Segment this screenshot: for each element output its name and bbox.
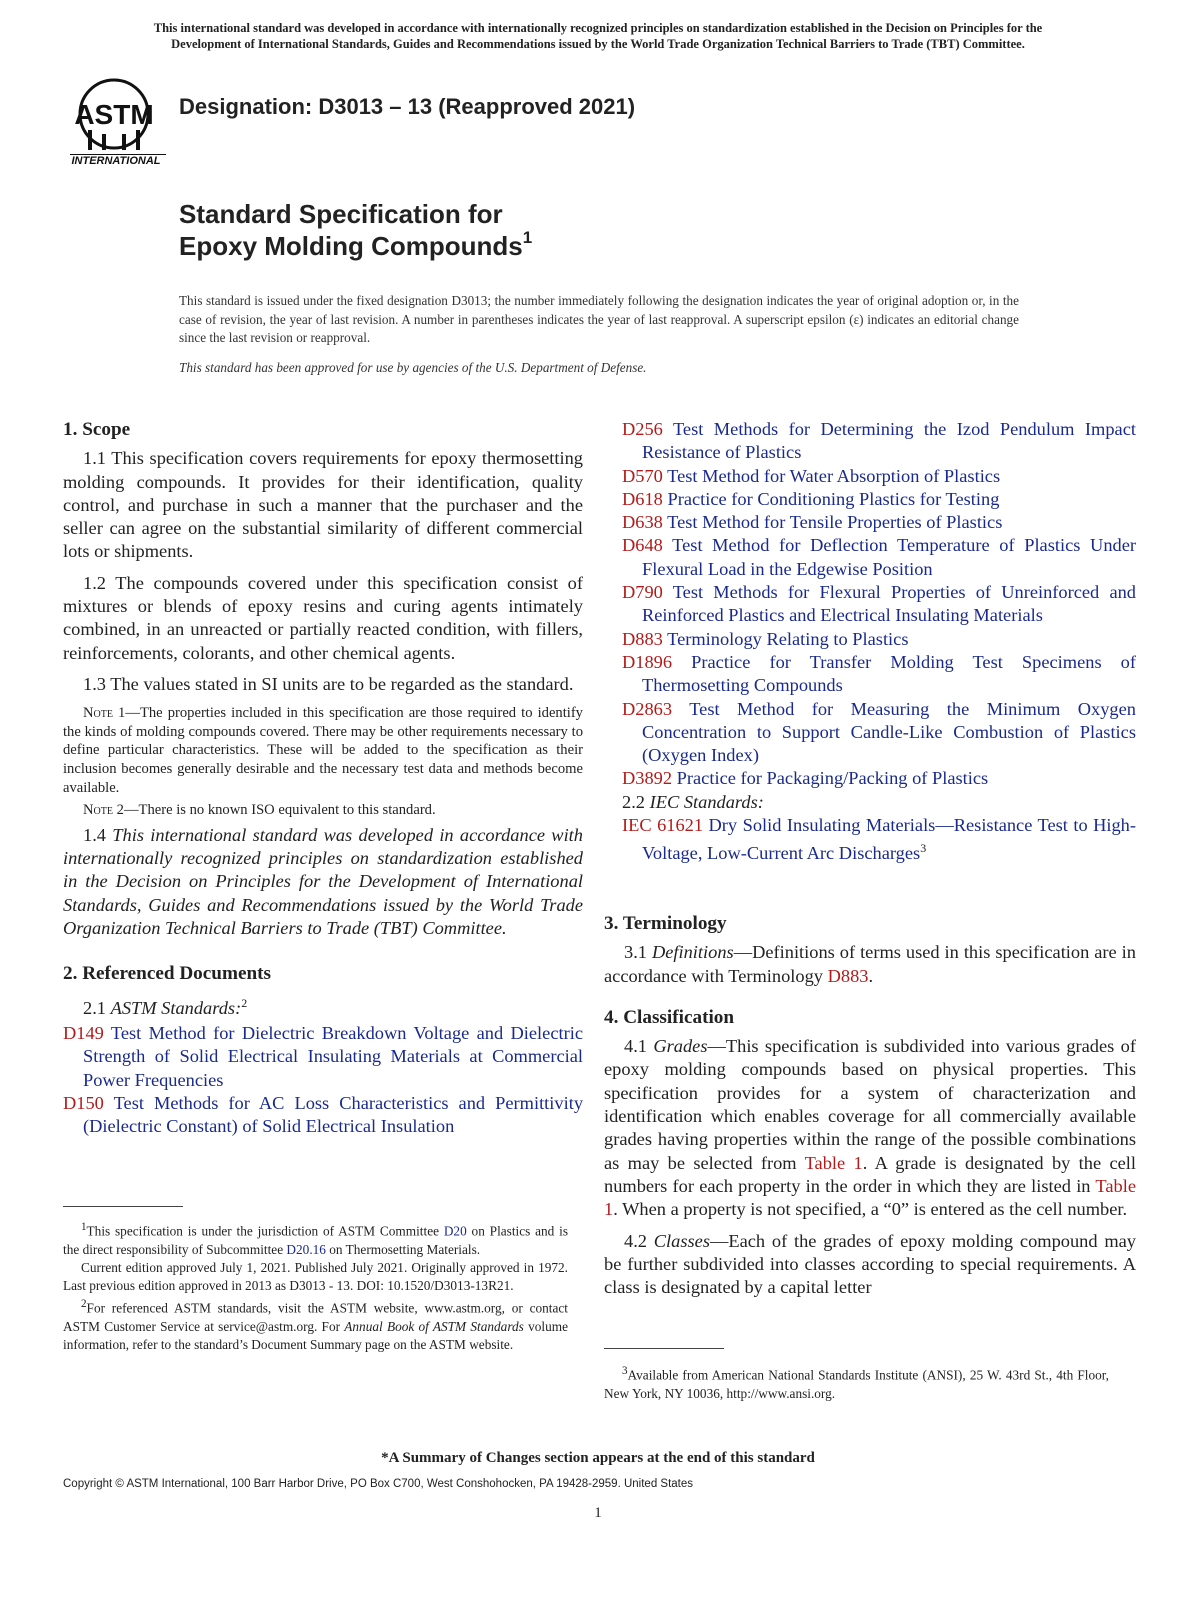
ref-item[interactable]: D570 Test Method for Water Absorption of Plastics [622,465,1001,486]
ref-item[interactable]: D883 Terminology Relating to Plastics [622,628,909,649]
ref-item[interactable]: D790 Test Methods for Flexural Properties of Unreinforced and Reinforced Plastics and Electrical Insulating Materials [622,582,1136,626]
page-number: 1 [594,1505,602,1521]
terminology-heading: 3. Terminology [604,913,727,934]
classification-heading: 4. Classification [604,1006,735,1028]
astm-logo [66,78,170,168]
designation: Designation: D3013 – 13 (Reapproved 2021) [179,94,636,119]
logo-text: ASTM [74,99,154,130]
footnote-rule-right [604,1348,724,1349]
ref-item[interactable]: D3892 Practice for Packaging/Packing of Plastics [622,768,989,789]
note-2-label: Note 2 [83,802,124,819]
footnotes-right [604,1362,1109,1403]
scope-p4-num: 1.4 [83,824,113,845]
note-2-text: —There is no known ISO equivalent to this standard. [123,802,436,819]
ref-item[interactable]: D1896 Practice for Transfer Molding Test Specimens of Thermosetting Compounds [622,651,1137,696]
top-notice-line1: This international standard was developed in accordance with internationally recognized principles on standardization established in the Decision on Principles for the [153,21,1043,35]
note-1-label: Note 1 [83,705,126,722]
footnote-edition: Current edition approved July 1, 2021. Published July 2021. Originally approved in 1972. Last previous edition approved in 2013 as D3013 - 13. DOI: 10.1520/D3013-13R21. [63,1259,568,1294]
terminology-link[interactable]: D883 [827,965,869,986]
table-1-link[interactable]: Table 1 [604,1175,1136,1220]
title-line2: Epoxy Molding Compounds [179,231,523,261]
terminology-p1: 3.1 Definitions—Definitions of terms used in this specification are in accordance with Terminology D883. [604,942,1136,986]
document-title [179,198,532,262]
footnote-2: $^2$For referenced ASTM standards, visit the ASTM website, www.astm.org, or contact ASTM Customer Service at service@astm.org. For Annual Book of ASTM Standards volume information, refer to the standard’s Document Summary page on the ASTM website. [63,1298,568,1353]
table-1-link[interactable]: Table 1 [804,1152,863,1173]
classification-p2: 4.2 Classes—Each of the grades of epoxy molding compound may be further subdivided into classes according to special requirements. A class is designated by a capital letter [604,1230,1136,1298]
scope-p4-text: This international standard was developed in accordance with internationally recognized principles on standardization established in the Decision on Principles for the Development of International Standards, Guides and Recommendations issued by the World Trade Organization Technical Barriers to Trade (TBT) Committee. [63,824,583,939]
footnote-rule-left [63,1206,183,1207]
scope-p2: 1.2 The compounds covered under this specification consist of mixtures or blends of epoxy resins and curing agents intimately combined, in an unreacted or partially reacted condition, with fillers, reinforcements, colorants, and other chemical agents. [63,572,583,663]
ref-item[interactable]: D2863 Test Method for Measuring the Minimum Oxygen Concentration to Support Candle-Like Combustion of Plastics (Oxygen Index) [622,698,1136,766]
note-1-text: —The properties included in this specification are those required to identify the kinds of molding compounds covered. There may be other requirements necessary to define particular characteristics. These will be added to the specification as their inclusion becomes generally desirable and the necessary test data and methods become available. [63,705,583,796]
scope-p3: 1.3 The values stated in SI units are to be regarded as the standard. [83,673,574,694]
issued-statement: This standard is issued under the fixed designation D3013; the number immediately following the designation indicates the year of original adoption or, in the case of revision, the year of last revision. A number in parentheses indicates the year of last reapproval. A superscript epsilon (ε) indicates an editorial change since the last revision or reapproval. [179,293,1019,345]
ref-item[interactable]: D638 Test Method for Tensile Properties of Plastics [622,512,1003,533]
top-notice [40,20,1156,52]
left-column [63,418,583,1139]
ref-item-iec[interactable]: IEC 61621 Dry Solid Insulating Materials—Resistance Test to High-Voltage, Low-Current Arc Discharges$^3$ [622,815,1136,864]
right-column-sections [604,912,1136,1307]
scope-heading: 1. Scope [63,419,131,440]
footnotes-left [63,1218,568,1354]
title-line1: Standard Specification for [179,199,503,229]
logo-subtitle: INTERNATIONAL [71,155,161,167]
ref-item[interactable]: D149 Test Method for Dielectric Breakdown Voltage and Dielectric Strength of Solid Electrical Insulating Materials at Commercial Power Frequencies [63,1023,583,1090]
ref-item[interactable]: D256 Test Methods for Determining the Izod Pendulum Impact Resistance of Plastics [622,419,1136,463]
note-2 [63,801,583,820]
copyright: Copyright © ASTM International, 100 Barr Harbor Drive, PO Box C700, West Conshohocken, PA 19428-2959. United States [63,1478,694,1490]
ref-item[interactable]: D150 Test Methods for AC Loss Characteristics and Permittivity (Dielectric Constant) of Solid Electrical Insulation [63,1092,584,1137]
ref-item[interactable]: D648 Test Method for Deflection Temperature of Plastics Under Flexural Load in the Edgewise Position [622,535,1136,579]
committee-link[interactable]: D20 [443,1223,467,1239]
title-footnote-mark: 1 [522,228,533,247]
subcommittee-link[interactable]: D20.16 [286,1241,326,1257]
footnote-3: $^3$Available from American National Standards Institute (ANSI), 25 W. 43rd St., 4th Floor, New York, NY 10036, http://www.ansi.org. [604,1365,1109,1401]
top-notice-line2: Development of International Standards, Guides and Recommendations issued by the World Trade Organization Technical Barriers to Trade (TBT) Committee. [171,37,1025,51]
references-heading: 2. Referenced Documents [63,963,271,985]
summary-notice: *A Summary of Changes section appears at the end of this standard [381,1450,815,1466]
astm-standards-label: 2.1 ASTM Standards:$^2$ [83,995,248,1018]
scope-p1: 1.1 This specification covers requirements for epoxy thermosetting molding compounds. It provides for their identification, quality control, and purchase in such a manner that the purchaser and the seller can agree on the substantial similarity of different commercial lots or shipments. [63,448,583,562]
iec-standards-label: 2.2 IEC Standards: [622,791,764,812]
scope-p4 [63,824,583,940]
ref-item[interactable]: D618 Practice for Conditioning Plastics for Testing [622,488,1000,509]
note-1 [63,704,583,797]
classification-p1: 4.1 Grades—This specification is subdivided into various grades of epoxy molding compounds based on physical properties. This specification provides for a system of characterization and identification which enables coverage for all commercially available grades having properties within the range of the possible combinations as may be selected from Table 1. A grade is designated by the cell numbers for each property in the order in which they are listed in Table 1. When a property is not specified, a “0” is entered as the cell number. [604,1036,1137,1220]
footnote-1: $^1$This specification is under the jurisdiction of ASTM Committee D20 on Plastics and is the direct responsibility of Subcommittee D20.16 on Thermosetting Materials. [63,1221,569,1257]
right-column-references [622,418,1136,866]
dod-approval: This standard has been approved for use by agencies of the U.S. Department of Defense. [179,360,647,375]
